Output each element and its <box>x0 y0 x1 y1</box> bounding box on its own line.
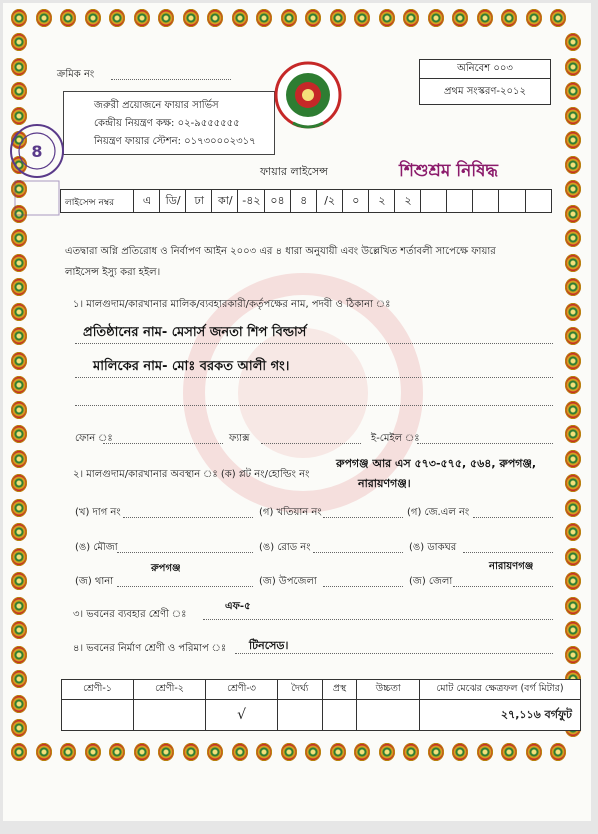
border-emblem-icon <box>11 9 27 27</box>
section-4-label: ৪। ভবনের নির্মাণ শ্রেণী ও পরিমাপ ঃ <box>73 643 227 654</box>
license-no-label: লাইসেন্স নম্বর <box>65 198 115 208</box>
license-number-cell: ডি/ <box>159 190 186 212</box>
svg-text:8: 8 <box>31 142 43 161</box>
border-emblem-icon <box>565 229 581 247</box>
construction-value: টিনসেড। <box>249 639 289 652</box>
table-cell <box>62 700 134 731</box>
contact-line-1: জরুরী প্রয়োজনে ফায়ার সার্ভিস <box>94 100 219 111</box>
border-emblem-icon <box>109 743 125 761</box>
border-emblem-icon <box>565 646 581 664</box>
border-emblem-icon <box>501 9 517 27</box>
license-title: ফায়ার লাইসেন্স <box>260 165 328 178</box>
border-emblem-icon <box>452 9 468 27</box>
border-emblem-icon <box>565 156 581 174</box>
border-emblem-icon <box>403 743 419 761</box>
border-emblem-icon <box>11 425 27 443</box>
office-seal-stamp <box>9 111 65 217</box>
border-emblem-icon <box>477 9 493 27</box>
border-emblem-icon <box>354 743 370 761</box>
border-emblem-icon <box>403 9 419 27</box>
thana-line <box>117 586 253 587</box>
border-emblem-icon <box>281 9 297 27</box>
edition: প্রথম সংস্করণ-২০১২ <box>444 86 526 97</box>
table-cell <box>357 700 420 731</box>
license-number-cell: ৪ <box>290 190 317 212</box>
border-emblem-icon <box>11 33 27 51</box>
email-label: ই-মেইল ঃ <box>371 433 420 444</box>
border-emblem-icon <box>305 743 321 761</box>
table-cell: ২৭,১১৬ বর্গফুট <box>420 700 581 731</box>
border-emblem-icon <box>11 352 27 370</box>
border-emblem-icon <box>11 229 27 247</box>
intro-line-1: এতদ্বারা অগ্নি প্রতিরোধ ও নির্বাপণ আইন ২০০৩ এর ৪ ধারা অনুযায়ী এবং উল্লেখিত শর্তাবলী সাপেক্ষে ফায়ার <box>65 246 496 257</box>
border-emblem-icon <box>565 597 581 615</box>
license-number-cell: ২ <box>368 190 395 212</box>
thana-label: (জ) থানা <box>75 576 114 587</box>
jl-line <box>473 517 553 518</box>
border-emblem-icon <box>60 743 76 761</box>
border-emblem-icon <box>11 474 27 492</box>
border-emblem-icon <box>11 597 27 615</box>
line-address <box>75 405 553 406</box>
license-number-cell <box>498 190 525 212</box>
border-emblem-icon <box>85 9 101 27</box>
border-emblem-icon <box>36 743 52 761</box>
border-emblem-icon <box>11 695 27 713</box>
license-number-cell: /২ <box>316 190 343 212</box>
emergency-contact-box <box>63 91 275 155</box>
border-emblem-icon <box>565 572 581 590</box>
license-number-cell <box>525 190 552 212</box>
watermark-center <box>238 328 368 458</box>
upazila-label: (জ) উপজেলা <box>259 576 317 587</box>
khatian-label: (গ) খতিয়ান নং <box>259 507 322 518</box>
border-emblem-icon <box>565 474 581 492</box>
border-emblem-icon <box>11 278 27 296</box>
border-emblem-icon <box>11 743 27 761</box>
form-info-box <box>419 59 551 105</box>
border-emblem-icon <box>565 205 581 223</box>
measurement-table <box>61 679 581 731</box>
border-emblem-icon <box>565 180 581 198</box>
border-emblem-icon <box>550 743 566 761</box>
contact-line-3: নিয়ন্ত্রণ ফায়ার স্টেশন: ০১৭৩০০০২৩১৭ <box>94 136 256 147</box>
child-labour-notice: শিশুশ্রম নিষিদ্ধ <box>399 161 498 181</box>
border-emblem-icon <box>11 82 27 100</box>
border-emblem-icon <box>232 743 248 761</box>
border-emblem-icon <box>565 548 581 566</box>
border-emblem-icon <box>565 327 581 345</box>
border-emblem-icon <box>134 9 150 27</box>
border-emblem-icon <box>565 401 581 419</box>
table-header-row <box>62 680 581 700</box>
border-emblem-icon <box>11 670 27 688</box>
table-row <box>62 700 581 731</box>
border-emblem-icon <box>158 743 174 761</box>
border-emblem-icon <box>11 523 27 541</box>
border-emblem-icon <box>60 9 76 27</box>
license-number-cell: ২ <box>394 190 421 212</box>
border-emblem-icon <box>526 9 542 27</box>
border-emblem-icon <box>85 743 101 761</box>
border-emblem-icon <box>565 352 581 370</box>
table-header-cell: উচ্চতা <box>357 680 420 700</box>
border-emblem-icon <box>281 743 297 761</box>
phone-line <box>103 443 223 444</box>
border-emblem-icon <box>36 9 52 27</box>
border-emblem-icon <box>565 254 581 272</box>
dag-line <box>123 517 253 518</box>
post-line <box>463 552 553 553</box>
border-emblem-icon <box>11 376 27 394</box>
license-document <box>3 3 591 821</box>
border-emblem-icon <box>11 401 27 419</box>
border-emblem-icon <box>11 58 27 76</box>
license-number-cell <box>446 190 473 212</box>
fax-line <box>261 443 361 444</box>
line-org <box>75 343 553 344</box>
phone-label: ফোন ঃ <box>75 433 113 444</box>
border-emblem-icon <box>565 376 581 394</box>
border-emblem-icon <box>565 450 581 468</box>
border-emblem-icon <box>11 572 27 590</box>
border-emblem-icon <box>501 743 517 761</box>
section-3-label: ৩। ভবনের ব্যবহার শ্রেণী ঃ <box>73 609 187 620</box>
border-emblem-icon <box>256 743 272 761</box>
table-header-cell: শ্রেণী-৩ <box>206 680 278 700</box>
border-emblem-icon <box>183 743 199 761</box>
border-emblem-icon <box>565 303 581 321</box>
border-emblem-icon <box>232 9 248 27</box>
usage-class-value: এফ-৫ <box>225 601 251 612</box>
border-emblem-icon <box>452 743 468 761</box>
license-number-cell <box>420 190 447 212</box>
border-emblem-icon <box>565 278 581 296</box>
border-emblem-icon <box>134 743 150 761</box>
table-cell: √ <box>206 700 278 731</box>
border-emblem-icon <box>550 9 566 27</box>
border-emblem-icon <box>565 82 581 100</box>
plot-value-1: রুপগঞ্জ আর এস ৫৭৩-৫৭৫, ৫৬৪, রুপগঞ্জ, <box>336 457 537 470</box>
table-header-cell: প্রস্থ <box>322 680 357 700</box>
contact-line-2: কেন্দ্রীয় নিয়ন্ত্রণ কক্ষ: ০২-৯৫৫৫৫৫৫ <box>94 118 240 129</box>
license-number-cell: এ <box>133 190 160 212</box>
border-emblem-icon <box>305 9 321 27</box>
border-emblem-icon <box>565 33 581 51</box>
mouza-label: (ঙ) মৌজা <box>75 542 118 553</box>
dag-label: (খ) দাগ নং <box>75 507 121 518</box>
table-header-cell: মোট মেঝের ক্ষেত্রফল (বর্গ মিটার) <box>420 680 581 700</box>
table-cell <box>278 700 323 731</box>
license-number-cell: কা/ <box>211 190 238 212</box>
license-number-cell: ০৪ <box>264 190 291 212</box>
license-number-cell: ০ <box>342 190 369 212</box>
border-emblem-icon <box>477 743 493 761</box>
border-emblem-icon <box>379 743 395 761</box>
district-label: (জ) জেলা <box>409 576 453 587</box>
border-emblem-icon <box>11 621 27 639</box>
border-emblem-icon <box>207 9 223 27</box>
district-line <box>453 586 553 587</box>
border-emblem-icon <box>183 9 199 27</box>
intro-line-2: লাইসেন্স ইস্যু করা হইল। <box>65 267 161 278</box>
border-emblem-icon <box>565 523 581 541</box>
section-3-line <box>203 619 553 620</box>
fire-service-logo <box>273 61 343 133</box>
license-number-cell: ঢা <box>185 190 212 212</box>
border-emblem-icon <box>11 327 27 345</box>
district-value: নারায়ণগঞ্জ <box>489 561 534 572</box>
border-emblem-icon <box>565 58 581 76</box>
owner-name: মালিকের নাম- মোঃ বরকত আলী গং। <box>93 359 290 374</box>
border-emblem-icon <box>11 646 27 664</box>
section-1-label: ১। মালগুদাম/কারখানার মালিক/ব্যবহারকারী/কর্তৃপক্ষের নাম, পদবী ও ঠিকানা ঃ <box>73 299 391 310</box>
serial-line <box>111 79 231 80</box>
border-emblem-icon <box>256 9 272 27</box>
border-emblem-icon <box>379 9 395 27</box>
border-emblem-icon <box>526 743 542 761</box>
table-cell <box>322 700 357 731</box>
line-owner <box>75 377 553 378</box>
serial-label: ক্রমিক নং <box>57 69 95 80</box>
border-emblem-icon <box>11 499 27 517</box>
border-emblem-icon <box>330 743 346 761</box>
plot-value-2: নারায়ণগঞ্জ। <box>358 477 411 490</box>
border-emblem-icon <box>428 9 444 27</box>
border-emblem-icon <box>158 9 174 27</box>
border-emblem-icon <box>11 303 27 321</box>
border-emblem-icon <box>11 450 27 468</box>
section-2-label: ২। মালগুদাম/কারখানার অবস্থান ঃ (ক) প্লট নং/হোল্ডিং নং <box>73 469 310 480</box>
organisation-name: প্রতিষ্ঠানের নাম- মেসার্স জনতা শিপ বিল্ডার্স <box>83 325 307 340</box>
border-emblem-icon <box>565 621 581 639</box>
email-line <box>417 443 553 444</box>
border-emblem-icon <box>428 743 444 761</box>
post-label: (ঙ) ডাকঘর <box>409 542 457 553</box>
table-header-cell: দৈর্ঘ্য <box>278 680 323 700</box>
table-header-cell: শ্রেণী-২ <box>134 680 206 700</box>
fax-label: ফ্যাক্স <box>229 433 250 444</box>
border-emblem-icon <box>354 9 370 27</box>
license-number-cell <box>472 190 499 212</box>
border-emblem-icon <box>565 107 581 125</box>
section-4-line <box>235 653 553 654</box>
border-emblem-icon <box>330 9 346 27</box>
border-emblem-icon <box>565 131 581 149</box>
border-emblem-icon <box>565 425 581 443</box>
border-emblem-icon <box>11 548 27 566</box>
border-emblem-icon <box>11 254 27 272</box>
border-emblem-icon <box>565 499 581 517</box>
table-cell <box>134 700 206 731</box>
mouza-line <box>117 552 253 553</box>
table-header-cell: শ্রেণী-১ <box>62 680 134 700</box>
jl-label: (গ) জে.এল নং <box>407 507 470 518</box>
border-emblem-icon <box>109 9 125 27</box>
license-number-cell: -৪২ <box>237 190 264 212</box>
border-emblem-icon <box>11 719 27 737</box>
upazila-line <box>323 586 403 587</box>
border-emblem-icon <box>207 743 223 761</box>
road-label: (ঙ) রোড নং <box>259 542 311 553</box>
license-number-row <box>60 189 552 213</box>
thana-value: রুপগঞ্জ <box>151 563 181 574</box>
khatian-line <box>323 517 403 518</box>
road-line <box>313 552 403 553</box>
form-number: অনিবেশ ০০৩ <box>420 60 550 79</box>
